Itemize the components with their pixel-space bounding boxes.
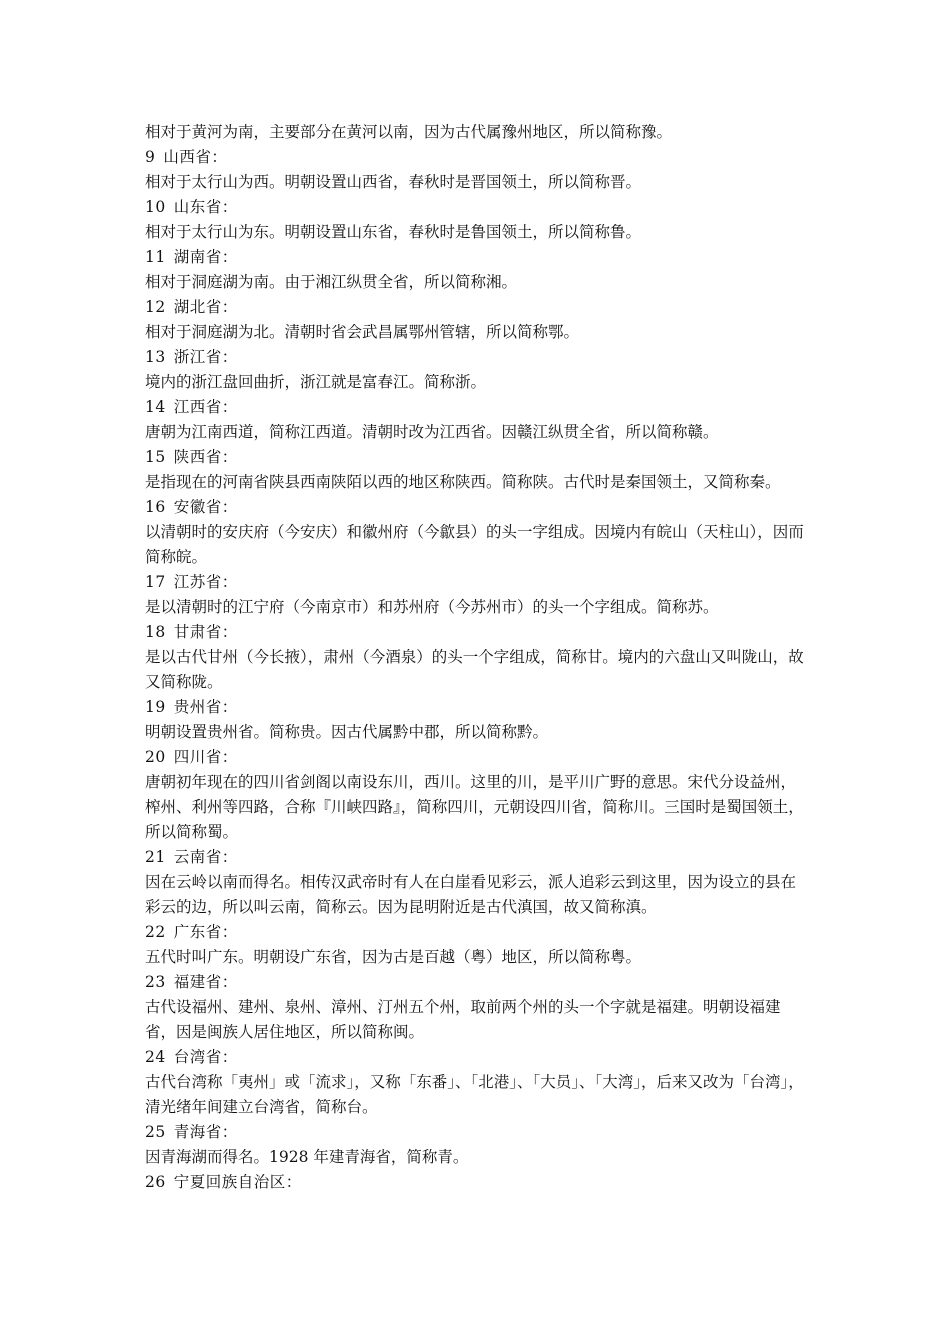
entry-number: 24	[145, 1048, 166, 1066]
entry-province-name: 安徽省：	[173, 498, 238, 516]
entry-description: 五代时叫广东。明朝设广东省，因为古是百越（粤）地区，所以简称粤。	[145, 948, 642, 966]
entry-number: 13	[145, 348, 166, 366]
entry-province-name: 浙江省：	[173, 348, 238, 366]
entry-heading	[145, 195, 805, 220]
entry-number: 15	[145, 448, 166, 466]
entry-heading	[145, 845, 805, 870]
entry-description: 唐朝初年现在的四川省剑阁以南设东川，西川。这里的川，是平川广野的意思。宋代分设益州，榨州、利州等四路，合称『川峡四路』，简称四川，元朝设四川省，简称川。三国时是蜀国领土，所以简称蜀。	[145, 773, 804, 841]
entry-province-name: 四川省：	[173, 748, 238, 766]
entry-province-name: 江苏省：	[173, 573, 238, 591]
entry-heading	[145, 145, 805, 170]
entry-number: 22	[145, 923, 166, 941]
entry-heading	[145, 1170, 805, 1195]
entry-description: 是指现在的河南省陕县西南陕陌以西的地区称陕西。简称陕。古代时是秦国领土，又简称秦。	[145, 473, 781, 491]
entry-number: 26	[145, 1173, 166, 1191]
entry-number: 16	[145, 498, 166, 516]
entry-heading	[145, 620, 805, 645]
entry-number: 21	[145, 848, 166, 866]
entry-description: 明朝设置贵州省。简称贵。因古代属黔中郡，所以简称黔。	[145, 723, 549, 741]
entry-heading	[145, 695, 805, 720]
entry-description: 因在云岭以南而得名。相传汉武帝时有人在白崖看见彩云，派人追彩云到这里，因为设立的县在彩云的边，所以叫云南，简称云。因为昆明附近是古代滇国，故又简称滇。	[145, 873, 797, 916]
entry-province-name: 山西省：	[163, 148, 228, 166]
entry-description: 相对于太行山为西。明朝设置山西省，春秋时是晋国领土，所以简称晋。	[145, 173, 642, 191]
entry-province-name: 广东省：	[173, 923, 238, 941]
entry-heading	[145, 345, 805, 370]
entry-province-name: 宁夏回族自治区：	[173, 1173, 302, 1191]
entry-heading	[145, 395, 805, 420]
entry-description: 唐朝为江南西道，简称江西道。清朝时改为江西省。因赣江纵贯全省，所以简称赣。	[145, 423, 719, 441]
entry-heading	[145, 1045, 805, 1070]
entry-heading	[145, 1120, 805, 1145]
entry-province-name: 台湾省：	[173, 1048, 238, 1066]
entry-number: 17	[145, 573, 166, 591]
entry-heading	[145, 745, 805, 770]
entry-province-name: 山东省：	[173, 198, 238, 216]
entry-number: 10	[145, 198, 166, 216]
entry-number: 14	[145, 398, 166, 416]
entry-heading	[145, 295, 805, 320]
entry-province-name: 湖北省：	[173, 298, 238, 316]
entry-description: 相对于太行山为东。明朝设置山东省，春秋时是鲁国领土，所以简称鲁。	[145, 223, 642, 241]
entry-heading	[145, 245, 805, 270]
entry-province-name: 福建省：	[173, 973, 238, 991]
entry-number: 12	[145, 298, 166, 316]
entry-number: 20	[145, 748, 166, 766]
entry-description: 是以古代甘州（今长掖），肃州（今酒泉）的头一个字组成，简称甘。境内的六盘山又叫陇山，故又简称陇。	[145, 648, 804, 691]
entry-heading	[145, 920, 805, 945]
entry-description: 古代设福州、建州、泉州、漳州、汀州五个州，取前两个州的头一个字就是福建。明朝设福建省，因是闽族人居住地区，所以简称闽。	[145, 998, 781, 1041]
entry-number: 25	[145, 1123, 166, 1141]
entry-description: 古代台湾称「夷州」或「流求」，又称「东番」、「北港」、「大员」、「大湾」，后来又改为「台湾」，清光绪年间建立台湾省，简称台。	[145, 1073, 804, 1116]
entry-number: 9	[145, 148, 156, 166]
entry-province-name: 云南省：	[173, 848, 238, 866]
province-entries	[145, 145, 805, 1195]
entry-heading	[145, 570, 805, 595]
entry-province-name: 江西省：	[173, 398, 238, 416]
entry-description: 因青海湖而得名。1928 年建青海省，简称青。	[145, 1148, 469, 1166]
entry-province-name: 贵州省：	[173, 698, 238, 716]
entry-description: 以清朝时的安庆府（今安庆）和徽州府（今歙县）的头一字组成。因境内有皖山（天柱山），因而简称皖。	[145, 523, 804, 566]
entry-heading	[145, 495, 805, 520]
entry-description: 相对于洞庭湖为北。清朝时省会武昌属鄂州管辖，所以简称鄂。	[145, 323, 580, 341]
entry-number: 11	[145, 248, 166, 266]
entry-description: 相对于洞庭湖为南。由于湘江纵贯全省，所以简称湘。	[145, 273, 518, 291]
document-body	[145, 120, 805, 1195]
entry-description: 是以清朝时的江宁府（今南京市）和苏州府（今苏州市）的头一个字组成。简称苏。	[145, 598, 719, 616]
entry-province-name: 甘肃省：	[173, 623, 238, 641]
entry-province-name: 陕西省：	[173, 448, 238, 466]
entry-description: 境内的浙江盘回曲折，浙江就是富春江。简称浙。	[145, 373, 487, 391]
entry-number: 19	[145, 698, 166, 716]
entry-province-name: 湖南省：	[173, 248, 238, 266]
entry-heading	[145, 970, 805, 995]
entry-number: 18	[145, 623, 166, 641]
entry-number: 23	[145, 973, 166, 991]
entry-province-name: 青海省：	[173, 1123, 238, 1141]
intro-paragraph: 相对于黄河为南，主要部分在黄河以南，因为古代属豫州地区，所以简称豫。	[145, 123, 673, 141]
entry-heading	[145, 445, 805, 470]
